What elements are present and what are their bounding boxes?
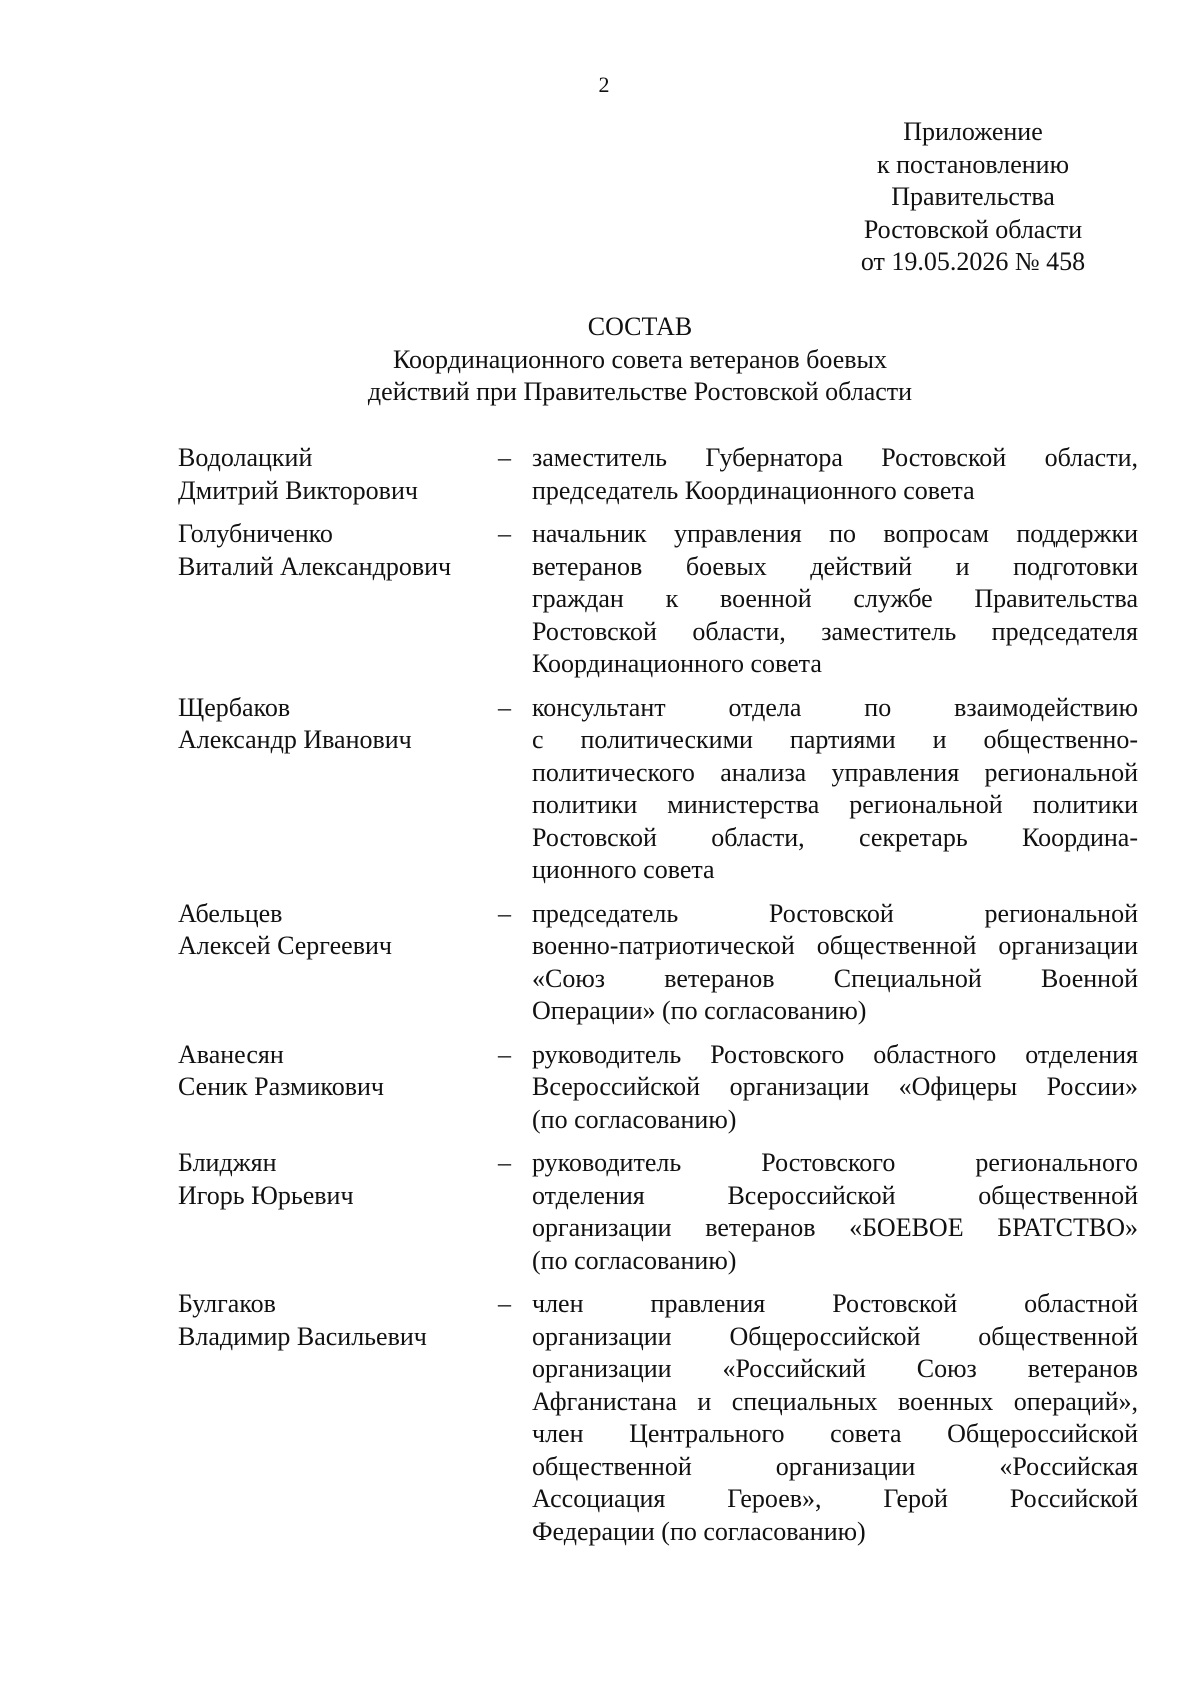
position-line: Федерации (по согласованию)	[532, 1516, 866, 1546]
member-name	[178, 898, 508, 963]
member-given-names: Игорь Юрьевич	[178, 1180, 354, 1210]
position-line: руководитель Ростовского регионального	[532, 1148, 1138, 1177]
position-line: консультант отдела по взаимодействию	[532, 692, 1138, 722]
member-name	[178, 692, 508, 757]
member-row	[178, 692, 1138, 887]
position-line: организации «Российский Союз ветеранов	[532, 1354, 1138, 1383]
position-line: Всероссийской организации «Офицеры России»	[532, 1072, 1138, 1101]
member-name	[178, 1039, 508, 1104]
separator-dash: –	[498, 443, 511, 472]
position-line: председатель Ростовской региональной	[532, 898, 1138, 928]
member-name	[178, 1147, 508, 1212]
member-surname: Аванесян	[178, 1039, 284, 1069]
title-line: действий при Правительстве Ростовской области	[367, 377, 913, 406]
position-line: член правления Ростовской областной	[532, 1289, 1138, 1318]
position-line: граждан к военной службе Правительства	[532, 584, 1138, 613]
member-row	[178, 1288, 1138, 1548]
separator-dash: –	[498, 1148, 511, 1177]
position-line: военно-патриотической общественной организации	[532, 931, 1138, 960]
member-given-names: Виталий Александрович	[178, 551, 452, 581]
separator-dash: –	[498, 1039, 511, 1069]
member-given-names: Дмитрий Викторович	[178, 475, 418, 505]
member-given-names: Сеник Размикович	[178, 1072, 385, 1101]
member-position	[532, 898, 1138, 1028]
separator-dash: –	[498, 519, 511, 548]
appendix-line: Правительства	[891, 182, 1055, 211]
position-line: заместитель Губернатора Ростовской области,	[532, 443, 1138, 472]
member-surname: Блиджян	[178, 1148, 277, 1177]
member-name	[178, 442, 508, 507]
member-name	[178, 1288, 508, 1353]
position-line: начальник управления по вопросам поддержки	[532, 519, 1138, 548]
position-line: Операции» (по согласованию)	[532, 996, 867, 1025]
position-line: член Центрального совета Общероссийской	[532, 1419, 1138, 1448]
position-line: Ростовской области, заместитель председателя	[532, 616, 1138, 646]
title-heading: СОСТАВ	[587, 312, 693, 341]
position-line: Ростовской области, секретарь Координа-	[532, 822, 1138, 852]
position-line: политики министерства региональной политики	[532, 790, 1138, 819]
member-row	[178, 442, 1138, 507]
appendix-line: Приложение	[903, 117, 1043, 146]
member-name	[178, 518, 508, 583]
member-row	[178, 1147, 1138, 1277]
member-row	[178, 1039, 1138, 1137]
position-line: ветеранов боевых действий и подготовки	[532, 551, 1138, 581]
member-given-names: Алексей Сергеевич	[178, 931, 392, 960]
member-given-names: Александр Иванович	[178, 725, 412, 754]
position-line: председатель Координационного совета	[532, 475, 975, 505]
position-line: руководитель Ростовского областного отделения	[532, 1039, 1138, 1069]
member-row	[178, 518, 1138, 681]
member-surname: Абельцев	[178, 898, 283, 928]
member-position	[532, 518, 1138, 681]
member-row	[178, 898, 1138, 1028]
position-line: отделения Всероссийской общественной	[532, 1180, 1138, 1210]
position-line: Афганистана и специальных военных операций»,	[532, 1386, 1138, 1416]
member-surname: Водолацкий	[178, 443, 313, 472]
position-line: ционного совета	[532, 855, 715, 884]
position-line: «Союз ветеранов Специальной Военной	[532, 963, 1138, 993]
position-line: политического анализа управления региональной	[532, 757, 1138, 787]
position-line: (по согласованию)	[532, 1104, 737, 1134]
member-surname: Булгаков	[178, 1289, 276, 1318]
member-position	[532, 442, 1138, 507]
member-given-names: Владимир Васильевич	[178, 1321, 427, 1351]
appendix-line: от 19.05.2026 № 458	[860, 247, 1086, 276]
title-line: Координационного совета ветеранов боевых	[392, 344, 888, 374]
appendix-line: Ростовской области	[863, 214, 1083, 244]
position-line: (по согласованию)	[532, 1245, 737, 1275]
appendix-line: к постановлению	[876, 149, 1070, 179]
position-line: Ассоциация Героев», Герой Российской	[532, 1484, 1138, 1513]
member-position	[532, 692, 1138, 887]
separator-dash: –	[498, 898, 511, 928]
separator-dash: –	[498, 692, 511, 722]
member-position	[532, 1039, 1138, 1137]
separator-dash: –	[498, 1289, 511, 1318]
member-position	[532, 1147, 1138, 1277]
member-position	[532, 1288, 1138, 1548]
document-title	[300, 311, 980, 409]
position-line: с политическими партиями и общественно-	[532, 725, 1138, 754]
member-surname: Голубниченко	[178, 519, 333, 548]
member-surname: Щербаков	[178, 692, 291, 722]
position-line: общественной организации «Российская	[532, 1451, 1138, 1481]
page-number: 2	[598, 72, 610, 97]
appendix-header	[838, 116, 1108, 279]
position-line: организации Общероссийской общественной	[532, 1321, 1138, 1351]
members-list	[178, 442, 1138, 1559]
position-line: организации ветеранов «БОЕВОЕ БРАТСТВО»	[532, 1213, 1138, 1242]
position-line: Координационного совета	[532, 649, 822, 678]
